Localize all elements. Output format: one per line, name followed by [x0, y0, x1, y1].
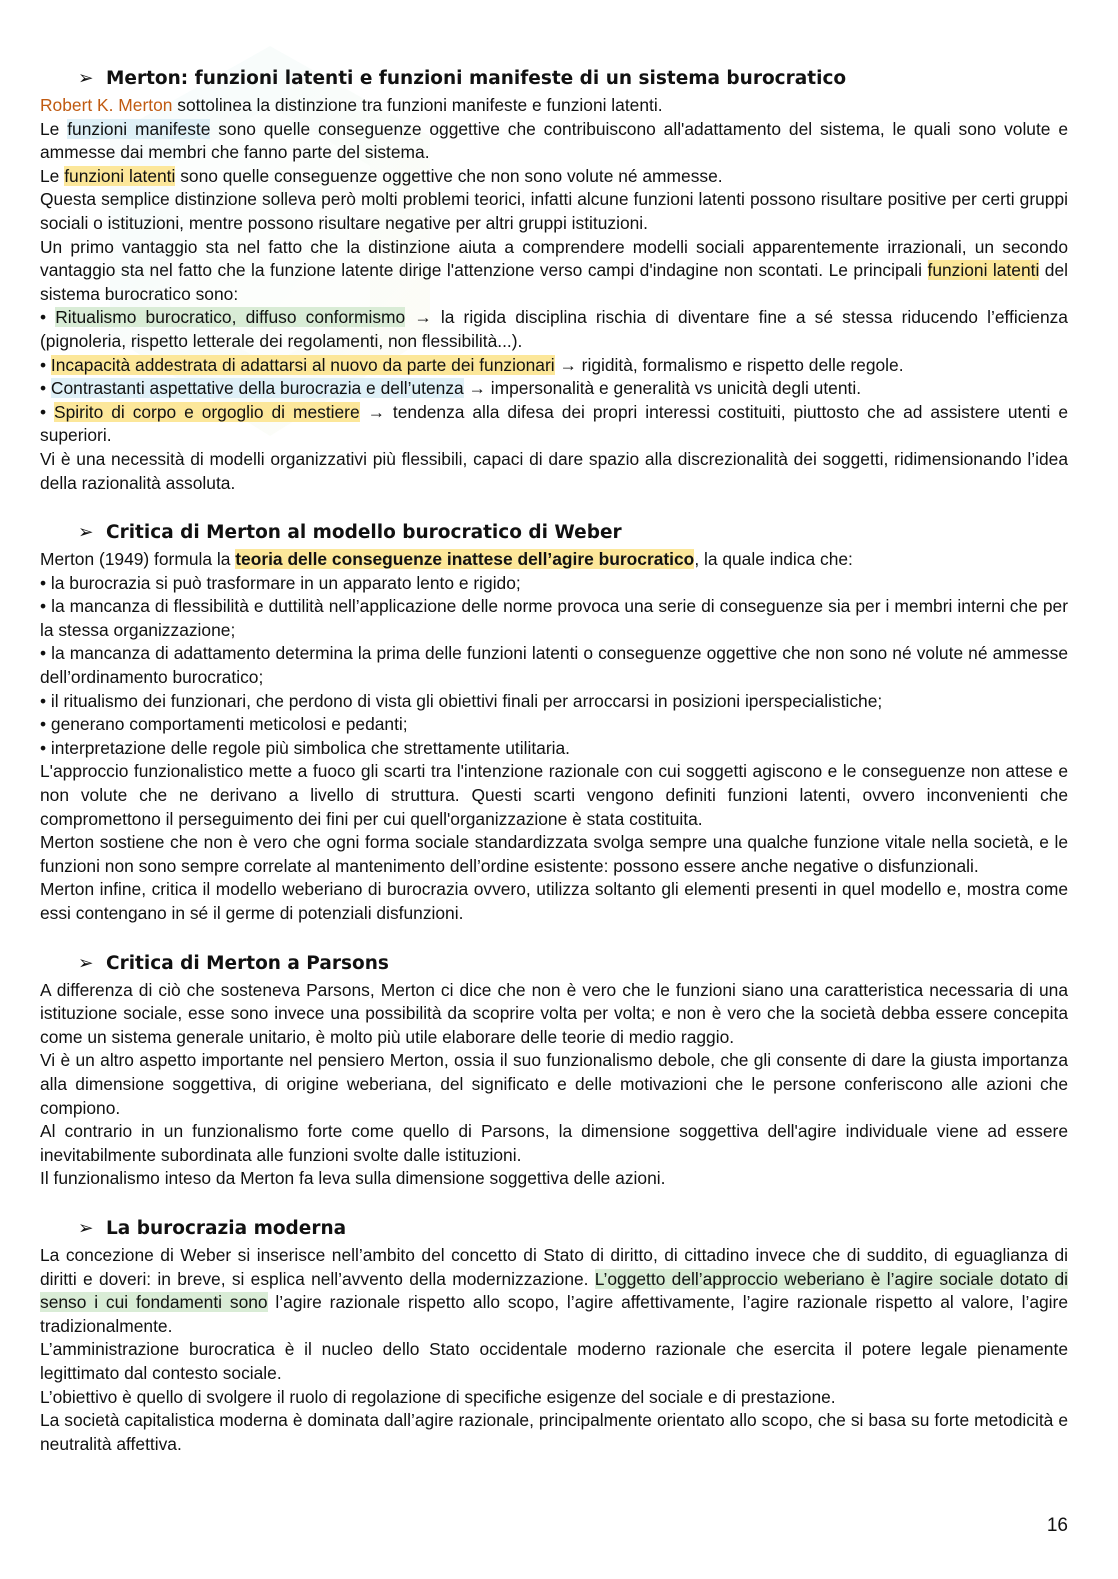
highlight: teoria delle conseguenze inattese dell’agire burocratico: [235, 549, 695, 570]
list-item: • il ritualismo dei funzionari, che perdono di vista gli obiettivi finali per arroccarsi in posizioni iperspecialistiche;: [40, 690, 883, 711]
list-item: • la mancanza di adattamento determina la prima delle funzioni latenti o conseguenze oggettive che non sono né volute né ammesse dell’ordinamento burocratico;: [40, 643, 1068, 688]
highlight: Contrastanti aspettative della burocrazia e dell’utenza: [50, 378, 464, 399]
section-heading: ➢ La burocrazia moderna: [40, 1214, 1068, 1244]
list-item: • Ritualismo burocratico, diffuso conformismo → la rigida disciplina rischia di diventare fine a sé stessa riducendo l’efficienza (pignoleria, rispetto letterale dei regolamenti, non flessibilità...).: [40, 307, 1068, 351]
list-item: • la burocrazia si può trasformare in un apparato lento e rigido;: [40, 572, 521, 593]
section-critica-weber: [40, 518, 1068, 926]
highlight: funzioni latenti: [64, 165, 176, 186]
arrowhead-icon: ➢: [78, 952, 94, 974]
paragraph: L’obiettivo è quello di svolgere il ruolo di regolazione di specifiche esigenze del sociale e di prestazione.: [40, 1386, 836, 1407]
arrowhead-icon: ➢: [78, 1217, 94, 1239]
paragraph: L'approccio funzionalistico mette a fuoco gli scarti tra l'intenzione razionale con cui soggetti agiscono e le conseguenze non attese e non volute che ne derivano a livello di struttura. Questi scarti vengono definiti funzioni latenti, ovvero inconvenienti che compromettono il perseguimento dei fini per cui quell'organizzazione è stata costituita.: [40, 761, 1068, 829]
highlight: L’oggetto dell’approccio weberiano è l’agire sociale dotato di senso i cui fondamenti sono: [40, 1268, 1068, 1313]
highlight: Ritualismo burocratico, diffuso conformismo: [55, 307, 406, 328]
arrowhead-icon: ➢: [78, 68, 94, 89]
section-heading: ➢ Critica di Merton a Parsons: [40, 949, 1068, 979]
highlight: funzioni manifeste: [67, 118, 211, 139]
paragraph: La concezione di Weber si inserisce nell’ambito del concetto di Stato di diritto, di cittadino invece che di suddito, di eguaglianza di diritti e doveri: in breve, si esplica nell’avvento della modernizzazione. L’oggetto dell’approccio weberiano è l’agire sociale dotato di senso i cui fondamenti sono l’agire razionale rispetto allo scopo, l’agire affettivamente, l’agire razionale rispetto al valore, l’agire tradizionalmente.: [40, 1244, 1068, 1336]
list-item: • la mancanza di flessibilità e duttilità nell’applicazione delle norme provoca una serie di conseguenze sia per i membri interni che per la stessa organizzazione;: [40, 596, 1068, 640]
arrowhead-icon: ➢: [78, 522, 94, 544]
section-merton-funzioni: [40, 64, 1068, 495]
section-critica-parsons: [40, 949, 1068, 1191]
list-item: • generano comportamenti meticolosi e pedanti;: [40, 714, 408, 735]
paragraph: L’amministrazione burocratica è il nucleo dello Stato occidentale moderno razionale che esercita il potere legale pienamente legittimato dal contesto sociale.: [40, 1339, 1068, 1383]
paragraph: Vi è una necessità di modelli organizzativi più flessibili, capaci di dare spazio alla discrezionalità dei soggetti, ridimensionando l’idea della razionalità assoluta.: [40, 448, 1068, 493]
list-item: • Contrastanti aspettative della burocrazia e dell’utenza → impersonalità e generalità vs unicità degli utenti.: [40, 378, 862, 399]
list-item: • Incapacità addestrata di adattarsi al nuovo da parte dei funzionari → rigidità, formalismo e rispetto delle regole.: [40, 354, 904, 375]
list-item: • Spirito di corpo e orgoglio di mestiere → tendenza alla difesa dei propri interessi costituiti, piuttosto che ad assistere utenti e superiori.: [40, 401, 1069, 446]
paragraph: Le funzioni manifeste sono quelle conseguenze oggettive che contribuiscono all'adattamento del sistema, le quali sono volute e ammesse dai membri che fanno parte del sistema.: [40, 118, 1068, 163]
paragraph: Robert K. Merton sottolinea la distinzione tra funzioni manifeste e funzioni latenti.: [40, 95, 663, 115]
paragraph: A differenza di ciò che sosteneva Parsons, Merton ci dice che non è vero che le funzioni siano una caratteristica necessaria di una istituzione sociale, esse sono invece una possibilità da scoprire volta per volta; e non è vero che la società debba essere concepita come un sistema generale unitario, è molto più utile elaborare delle teorie di medio raggio.: [40, 979, 1068, 1047]
paragraph: Le funzioni latenti sono quelle conseguenze oggettive che non sono volute né ammesse.: [40, 165, 723, 186]
section-burocrazia-moderna: [40, 1214, 1068, 1456]
paragraph: Merton (1949) formula la teoria delle conseguenze inattese dell’agire burocratico, la quale indica che:: [40, 549, 853, 570]
paragraph: Vi è un altro aspetto importante nel pensiero Merton, ossia il suo funzionalismo debole, che gli consente di dare la giusta importanza alla dimensione soggettiva, di origine weberiana, del significato e delle motivazioni che le persone conferiscono alle azioni che compiono.: [40, 1050, 1068, 1118]
paragraph: Questa semplice distinzione solleva però molti problemi teorici, infatti alcune funzioni latenti possono risultare positive per certi gruppi sociali o istituzioni, mentre possono risultare negative per altri gruppi istituzioni.: [40, 189, 1068, 233]
paragraph: Un primo vantaggio sta nel fatto che la distinzione aiuta a comprendere modelli sociali apparentemente irrazionali, un secondo vantaggio sta nel fatto che la funzione latente dirige l'attenzione verso campi d'indagine non scontati. Le principali funzioni latenti del sistema burocratico sono:: [40, 236, 1069, 304]
page-number: 16: [1046, 1515, 1068, 1536]
paragraph: Merton sostiene che non è vero che ogni forma sociale standardizzata svolga sempre una qualche funzione vitale nella società, e le funzioni non sono sempre correlate al mantenimento dell’ordine esistente: possono essere anche negative o disfunzionali.: [40, 832, 1068, 876]
paragraph: Il funzionalismo inteso da Merton fa leva sulla dimensione soggettiva delle azioni.: [40, 1168, 666, 1189]
section-heading: ➢ Critica di Merton al modello burocratico di Weber: [40, 518, 1068, 548]
list-item: • interpretazione delle regole più simbolica che strettamente utilitaria.: [40, 737, 571, 758]
author-name: Robert K. Merton: [40, 95, 173, 115]
highlight: Incapacità addestrata di adattarsi al nuovo da parte dei funzionari: [50, 354, 555, 375]
highlight: Spirito di corpo e orgoglio di mestiere: [54, 401, 360, 422]
highlight: funzioni latenti: [927, 260, 1040, 281]
paragraph: Al contrario in un funzionalismo forte come quello di Parsons, la dimensione soggettiva dell'agire individuale viene ad essere inevitabilmente subordinata alle funzioni svolte dalle istituzioni.: [40, 1121, 1068, 1165]
paragraph: Merton infine, critica il modello weberiano di burocrazia ovvero, utilizza soltanto gli elementi presenti in quel modello e, mostra come essi contengano in sé il germe di potenziali disfunzioni.: [40, 879, 1068, 923]
section-heading: ➢ Merton: funzioni latenti e funzioni manifeste di un sistema burocratico: [40, 64, 1068, 94]
paragraph: La società capitalistica moderna è dominata dall’agire razionale, principalmente orientato allo scopo, che si basa su forte metodicità e neutralità affettiva.: [40, 1410, 1068, 1454]
document-page: [40, 64, 1068, 1479]
